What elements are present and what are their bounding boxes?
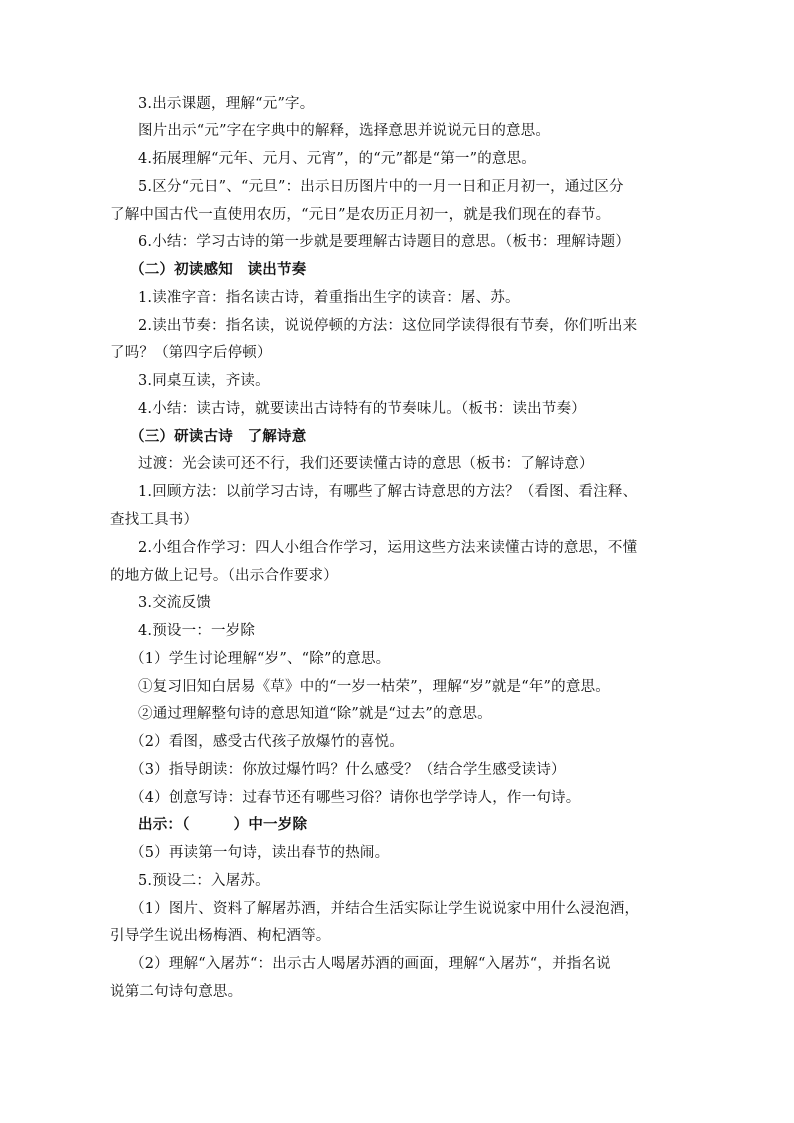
text-line: （1）学生讨论理解“岁”、“除”的意思。 bbox=[130, 651, 391, 667]
text-line: 3.交流反馈 bbox=[138, 595, 212, 611]
text-line: 6.小结：学习古诗的第一步就是要理解古诗题目的意思。（板书：理解诗题） bbox=[138, 234, 631, 250]
text-line: 4.拓展理解“元年、元月、元宵”，的“元”都是“第一”的意思。 bbox=[138, 151, 537, 167]
section-heading: （二）初读感知 读出节奏 bbox=[130, 261, 307, 278]
text-line: 5.区分“元日”、“元旦”：出示日历图片中的一月一日和正月初一，通过区分 bbox=[138, 179, 624, 195]
text-line: 3.出示课题，理解“元”字。 bbox=[138, 96, 315, 112]
text-line: 1.读准字音：指名读古诗，着重指出生字的读音：屠、苏。 bbox=[138, 290, 520, 306]
text-line: 的地方做上记号。（出示合作要求） bbox=[110, 568, 338, 584]
text-line: 了解中国古代一直使用农历，“元日”是农历正月初一，就是我们现在的春节。 bbox=[110, 207, 611, 223]
text-line: 了吗？（第四字后停顿） bbox=[110, 345, 272, 361]
text-line: 1.回顾方法：以前学习古诗，有哪些了解古诗意思的方法？（看图、看注释、 bbox=[138, 484, 638, 500]
text-line: （2）理解“入屠苏“：出示古人喝屠苏酒的画面，理解“入屠苏“，并指名说 bbox=[130, 956, 611, 972]
text-line: 说第二句诗句意思。 bbox=[110, 984, 243, 1000]
text-line: 图片出示“元”字在字典中的解释，选择意思并说说元日的意思。 bbox=[138, 123, 551, 139]
text-line: 引导学生说出杨梅酒、枸杞酒等。 bbox=[110, 928, 331, 944]
text-line: 5.预设二：入屠苏。 bbox=[138, 873, 270, 889]
text-line: （3）指导朗读：你放过爆竹吗？什么感受？（结合学生感受读诗） bbox=[130, 762, 566, 778]
text-line: 3.同桌互读，齐读。 bbox=[138, 373, 270, 389]
text-line: 查找工具书） bbox=[110, 512, 199, 528]
text-line: 2.小组合作学习：四人小组合作学习，运用这些方法来读懂古诗的意思，不懂 bbox=[138, 540, 638, 556]
text-line: ①复习旧知白居易《草》中的“一岁一枯荣”，理解“岁”就是“年”的意思。 bbox=[138, 679, 610, 695]
section-heading: （三）研读古诗 了解诗意 bbox=[130, 428, 307, 445]
text-line: （5）再读第一句诗，读出春节的热闹。 bbox=[130, 845, 390, 861]
text-line: 2.读出节奏：指名读，说说停顿的方法：这位同学读得很有节奏，你们听出来 bbox=[138, 318, 638, 334]
text-line: 出示：（ ）中一岁除 bbox=[138, 816, 308, 833]
text-line: （4）创意写诗：过春节还有哪些习俗？请你也学学诗人，作一句诗。 bbox=[130, 790, 581, 806]
text-line: 4.小结：读古诗，就要读出古诗特有的节奏味儿。（板书：读出节奏） bbox=[138, 401, 586, 417]
text-line: 过渡：光会读可还不行，我们还要读懂古诗的意思（板书：了解诗意） bbox=[138, 456, 594, 472]
text-line: （2）看图，感受古代孩子放爆竹的喜悦。 bbox=[130, 734, 405, 750]
text-line: （1）图片、资料了解屠苏酒，并结合生活实际让学生说说家中用什么浸泡酒， bbox=[130, 901, 640, 917]
text-line: 4.预设一：一岁除 bbox=[138, 623, 256, 639]
text-line: ②通过理解整句诗的意思知道“除”就是“过去”的意思。 bbox=[138, 706, 492, 722]
